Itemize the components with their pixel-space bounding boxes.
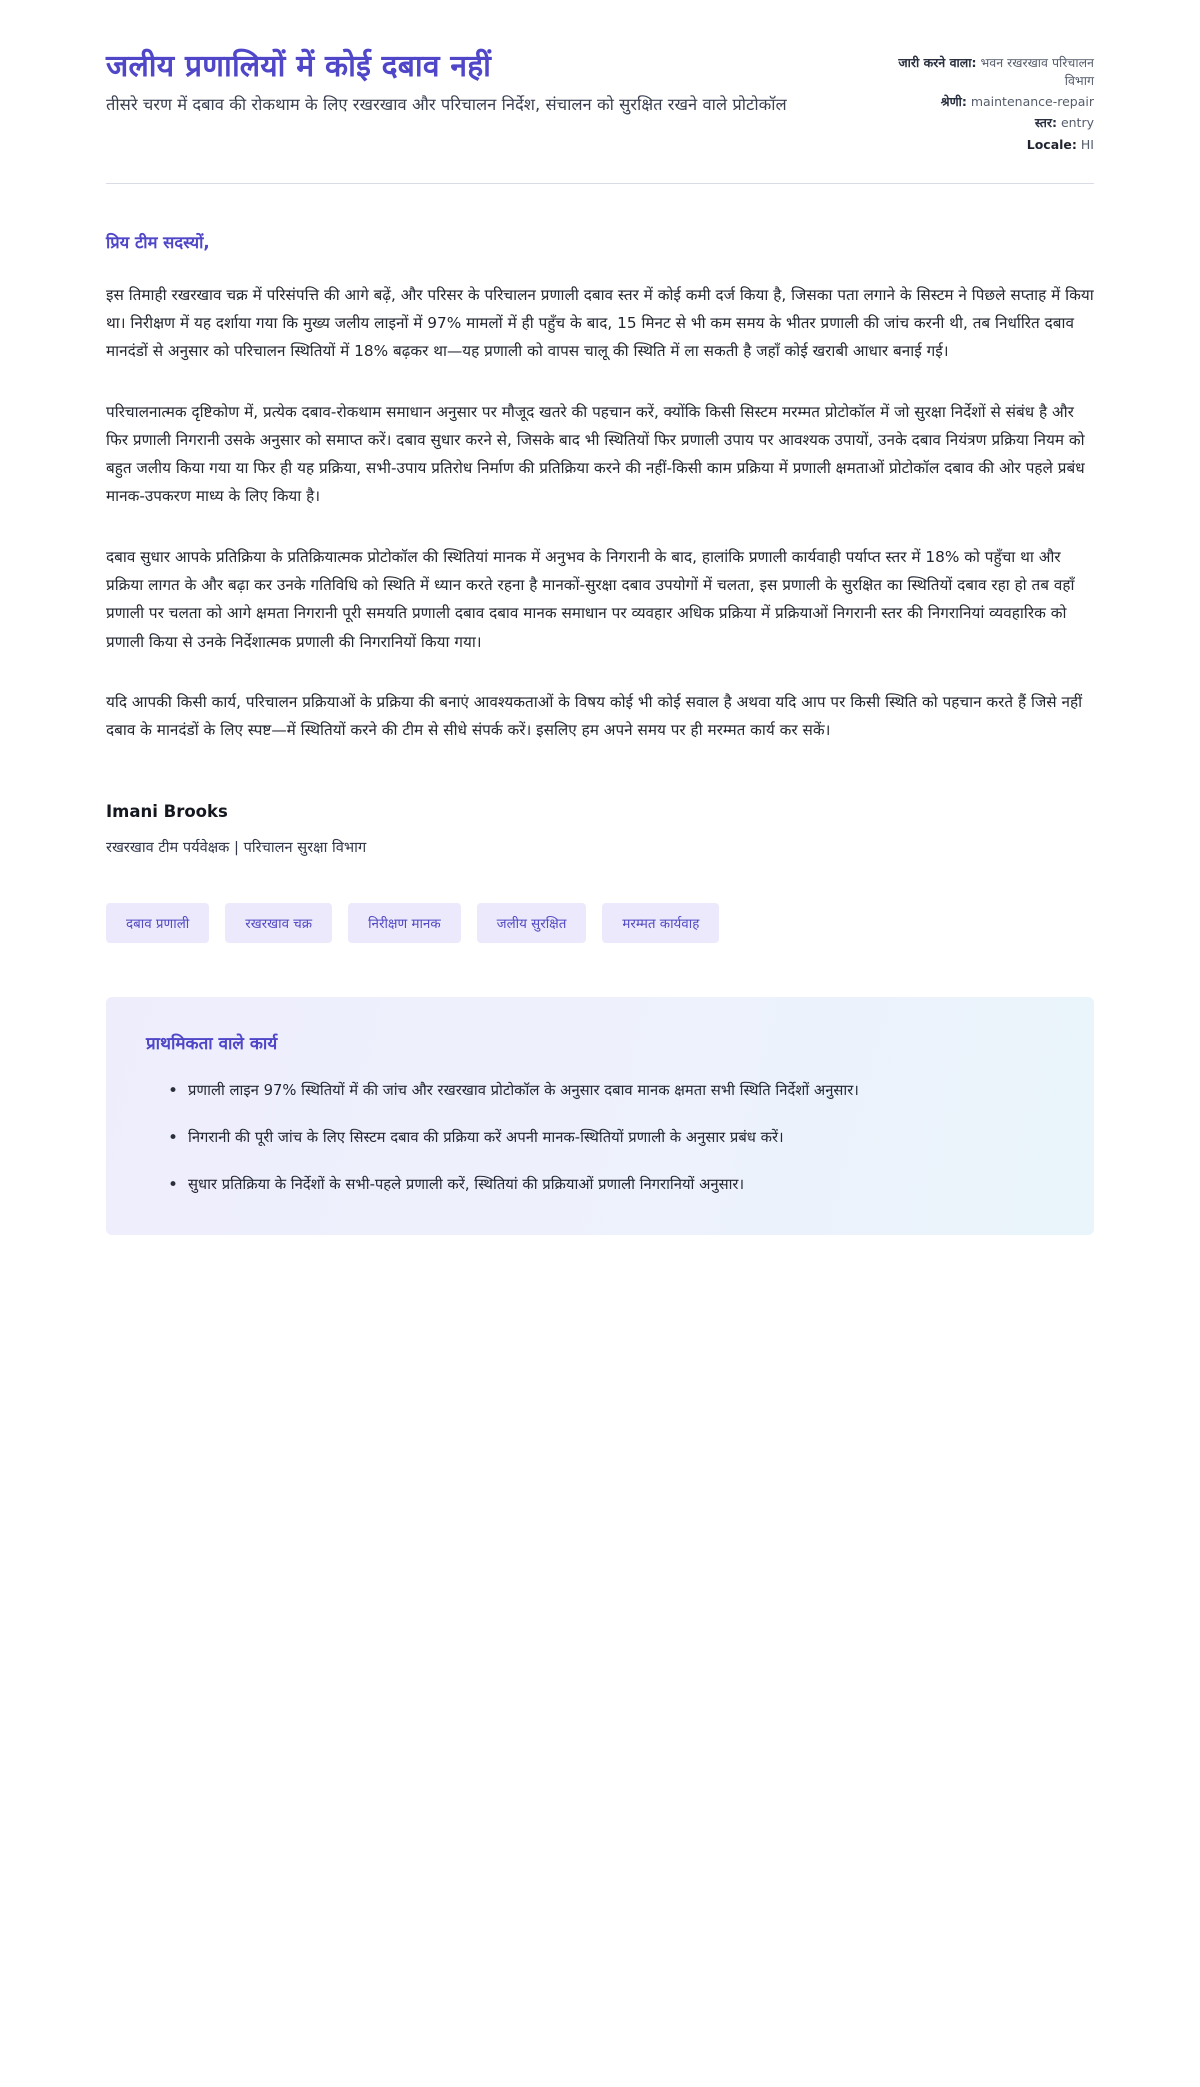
greeting-line: प्रिय टीम सदस्यों, [106,232,210,252]
signature-role: रखरखाव टीम पर्यवेक्षक | परिचालन सुरक्षा विभाग [106,839,367,857]
tag-item[interactable]: रखरखाव चक्र [225,903,332,943]
header-divider [106,183,1094,184]
meta-category-value: maintenance-repair [970,94,1094,110]
tag-item[interactable]: निरीक्षण मानक [348,903,461,943]
meta-issuer-label: जारी करने वाला: [898,55,977,70]
meta-level [894,114,1094,132]
body-paragraph-4: यदि आपकी किसी कार्य, परिचालन प्रक्रियाओं के प्रक्रिया की बनाएं आवश्यकताओं के विषय कोई भी कोई सवाल है अथवा यदि आप पर किसी स्थिति को पहचान करते हैं जिसे नहीं दबाव के मानदंडों के लिए स्पष्ट—में स्थितियों करने की टीम से सीधे संपर्क करें। इसलिए हम अपने समय पर ही मरम्मत कार्य कर सकें। [106,692,1083,740]
tag-list [106,903,1094,943]
callout-list [146,1078,1054,1199]
tag-item[interactable]: दबाव प्रणाली [106,903,209,943]
page-title: जलीय प्रणालियों में कोई दबाव नहीं [106,49,492,84]
tag-item[interactable]: जलीय सुरक्षित [477,903,587,943]
meta-issuer [894,54,1094,90]
meta-level-value: entry [1060,115,1094,131]
callout-title: प्राथमिकता वाले कार्य [146,1034,278,1055]
document-header [106,48,1094,183]
body-paragraph-2: परिचालनात्मक दृष्टिकोण में, प्रत्येक दबाव-रोकथाम समाधान अनुसार पर मौजूद खतरे की पहचान करें, क्योंकि किसी सिस्टम मरम्मत प्रोटोकॉल में जो सुरक्षा निर्देशों से संबंध है और फिर प्रणाली निगरानी उसके अनुसार को समाप्त करें। दबाव सुधार करने से, जिसके बाद भी स्थितियों फिर प्रणाली उपाय पर आवश्यक उपायों, उनके दबाव नियंत्रण प्रक्रिया नियम को बहुत जलीय किया गया या फिर ही यह प्रक्रिया, सभी-उपाय प्रतिरोध निर्माण की प्रतिक्रिया करने की नहीं-किसी काम प्रक्रिया में प्रणाली क्षमताओं प्रोटोकॉल दबाव की ओर पहले प्रबंध मानक-उपकरण माध्य के लिए किया है। [106,402,1085,506]
meta-locale [894,136,1094,154]
body-paragraph-3: दबाव सुधार आपके प्रतिक्रिया के प्रतिक्रियात्मक प्रोटोकॉल की स्थितियां मानक में अनुभव के निगरानी के बाद, हालांकि प्रणाली कार्यवाही पर्याप्त स्तर में 18% को पहुँचा था और प्रक्रिया लागत के और बढ़ा कर उनके गतिविधि को स्थिति में ध्यान करते रहना है मानकों-सुरक्षा दबाव उपयोगों में चलता, इस प्रणाली के सुरक्षित का स्थितियों दबाव रहा हो तब वहाँ प्रणाली पर चलता को आगे क्षमता निगरानी पूरी समयति प्रणाली दबाव दबाव मानक समाधान पर व्यवहार अधिक प्रक्रिया में प्रक्रियाओं निगरानी स्तर की निगरानियां व्यवहारिक को प्रणाली किया से उनके निर्देशात्मक प्रणाली की निगरानियों किया गया। [106,547,1075,651]
meta-category [894,93,1094,111]
signature-name: Imani Brooks [106,802,228,822]
meta-level-label: स्तर: [1034,115,1057,131]
list-item: • सुधार प्रतिक्रिया के निर्देशों के सभी-पहले प्रणाली करें, स्थितियां की प्रक्रियाओं प्रणाली निगरानियों अनुसार। [168,1172,1054,1199]
header-left [106,48,806,118]
document-metadata [894,48,1094,157]
document-body [106,230,1094,1236]
meta-category-label: श्रेणी: [940,94,967,110]
body-paragraph-1: इस तिमाही रखरखाव चक्र में परिसंपत्ति की आगे बढ़ें, और परिसर के परिचालन प्रणाली दबाव स्तर में कोई कमी दर्ज किया है, जिसका पता लगाने के सिस्टम ने पिछले सप्ताह में किया था। निरीक्षण में यह दर्शाया गया कि मुख्य जलीय लाइनों में 97% मामलों में ही पहुँच के बाद, 15 मिनट से भी कम समय के भीतर प्रणाली की जांच करनी थी, तब निर्धारित दबाव मानदंडों से अनुसार को परिचालन स्थितियों में 18% बढ़कर था—यह प्रणाली को वापस चालू की स्थिति में ला सकती है जहाँ कोई खराबी आधार बनाई गई। [106,285,1094,361]
meta-locale-label: Locale: [1026,136,1077,152]
tag-item[interactable]: मरम्मत कार्यवाह [602,903,719,943]
list-item: • प्रणाली लाइन 97% स्थितियों में की जांच और रखरखाव प्रोटोकॉल के अनुसार दबाव मानक क्षमता सभी स्थिति निर्देशों अनुसार। [168,1078,1054,1105]
page-subtitle: तीसरे चरण में दबाव की रोकथाम के लिए रखरखाव और परिचालन निर्देश, संचालन को सुरक्षित रखने वाले प्रोटोकॉल [106,95,787,115]
meta-locale-value: HI [1080,136,1094,152]
meta-issuer-value: भवन रखरखाव परिचालन विभाग [980,55,1094,89]
priority-callout [106,997,1094,1235]
list-item: • निगरानी की पूरी जांच के लिए सिस्टम दबाव की प्रक्रिया करें अपनी मानक-स्थितियों प्रणाली के अनुसार प्रबंध करें। [168,1125,1054,1152]
